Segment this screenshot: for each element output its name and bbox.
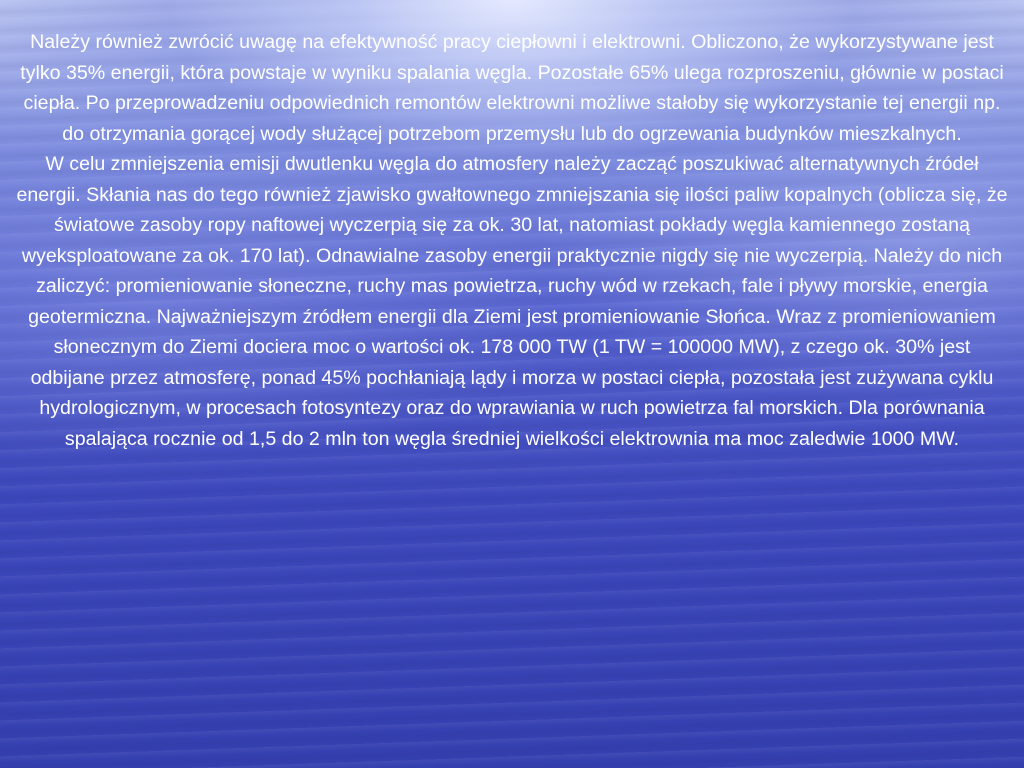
- paragraph-power-plant-efficiency: Należy również zwrócić uwagę na efektywność pracy ciepłowni i elektrowni. Obliczono, że wykorzystywane jest tylko 35% energii, która powstaje w wyniku spalania węgla. Pozostałe 65% ulega rozproszeniu, głównie w postaci ciepła. Po przeprowadzeniu odpowiednich remontów elektrowni możliwe stałoby się wykorzystanie tej energii np. do otrzymania gorącej wody służącej potrzebom przemysłu lub do ogrzewania budynków mieszkalnych.: [20, 31, 1004, 145]
- paragraph-alternative-energy: W celu zmniejszenia emisji dwutlenku węgla do atmosfery należy zacząć poszukiwać alternatywnych źródeł energii. Skłania nas do tego również zjawisko gwałtownego zmniejszania się ilości paliw kopalnych (oblicza się, że światowe zasoby ropy naftowej wyczerpią się za ok. 30 lat, natomiast pokłady węgla kamiennego zostaną wyeksploatowane za ok. 170 lat). Odnawialne zasoby energii praktycznie nigdy się nie wyczerpią. Należy do nich zaliczyć: promieniowanie słoneczne, ruchy mas powietrza, ruchy wód w rzekach, fale i pływy morskie, energia geotermiczna. Najważniejszym źródłem energii dla Ziemi jest promieniowanie Słońca. Wraz z promieniowaniem słonecznym do Ziemi dociera moc o wartości ok. 178 000 TW (1 TW = 100000 MW), z czego ok. 30% jest odbijane przez atmosferę, ponad 45% pochłaniają lądy i morza w postaci ciepła, pozostała jest zużywana cyklu hydrologicznym, w procesach fotosyntezy oraz do wprawiania w ruch powietrza fal morskich. Dla porównania spalająca rocznie od 1,5 do 2 mln ton węgla średniej wielkości elektrownia ma moc zaledwie 1000 MW.: [16, 153, 1008, 450]
- slide-body-text: [14, 27, 1010, 454]
